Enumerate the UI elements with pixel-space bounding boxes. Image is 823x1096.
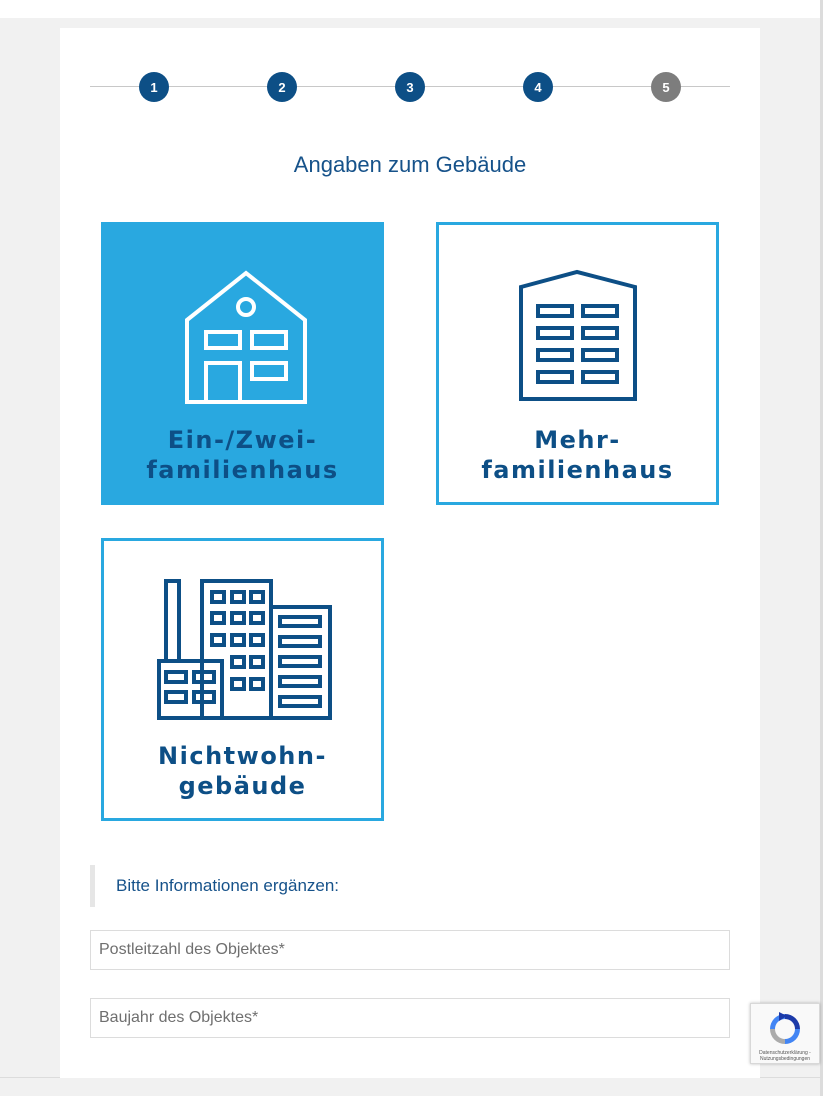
postal-code-input[interactable] — [90, 930, 730, 970]
top-bar — [0, 0, 820, 18]
tile-nichtwohngebaeude[interactable] — [101, 538, 384, 821]
step-progress — [90, 72, 730, 102]
commercial-buildings-icon — [156, 578, 334, 721]
step-2[interactable]: 2 — [267, 72, 297, 102]
recaptcha-icon — [765, 1010, 805, 1048]
page-title: Angaben zum Gebäude — [293, 152, 527, 177]
tile-label-line2: familienhaus — [481, 456, 674, 484]
tile-label-line2: gebäude — [178, 772, 307, 800]
info-label: Bitte Informationen ergänzen: — [116, 876, 340, 895]
form-card — [60, 28, 760, 1078]
tile-label-line1: Nichtwohn- — [158, 742, 327, 770]
recaptcha-badge[interactable] — [750, 1003, 820, 1064]
step-1[interactable]: 1 — [139, 72, 169, 102]
step-3[interactable]: 3 — [395, 72, 425, 102]
apartment-building-icon — [518, 269, 640, 404]
construction-year-input[interactable] — [90, 998, 730, 1038]
tile-label-line1: Mehr- — [534, 426, 621, 454]
info-callout — [90, 865, 730, 907]
tile-label-line2: familienhaus — [146, 456, 339, 484]
tile-label-line1: Ein-/Zwei- — [167, 426, 318, 454]
step-4[interactable]: 4 — [523, 72, 553, 102]
tile-mehrfamilienhaus[interactable] — [436, 222, 719, 505]
house-icon — [184, 270, 308, 405]
recaptcha-links[interactable]: Datenschutzerklärung - Nutzungsbedingungen — [759, 1050, 811, 1062]
tile-einfamilienhaus[interactable] — [101, 222, 384, 505]
step-5: 5 — [651, 72, 681, 102]
